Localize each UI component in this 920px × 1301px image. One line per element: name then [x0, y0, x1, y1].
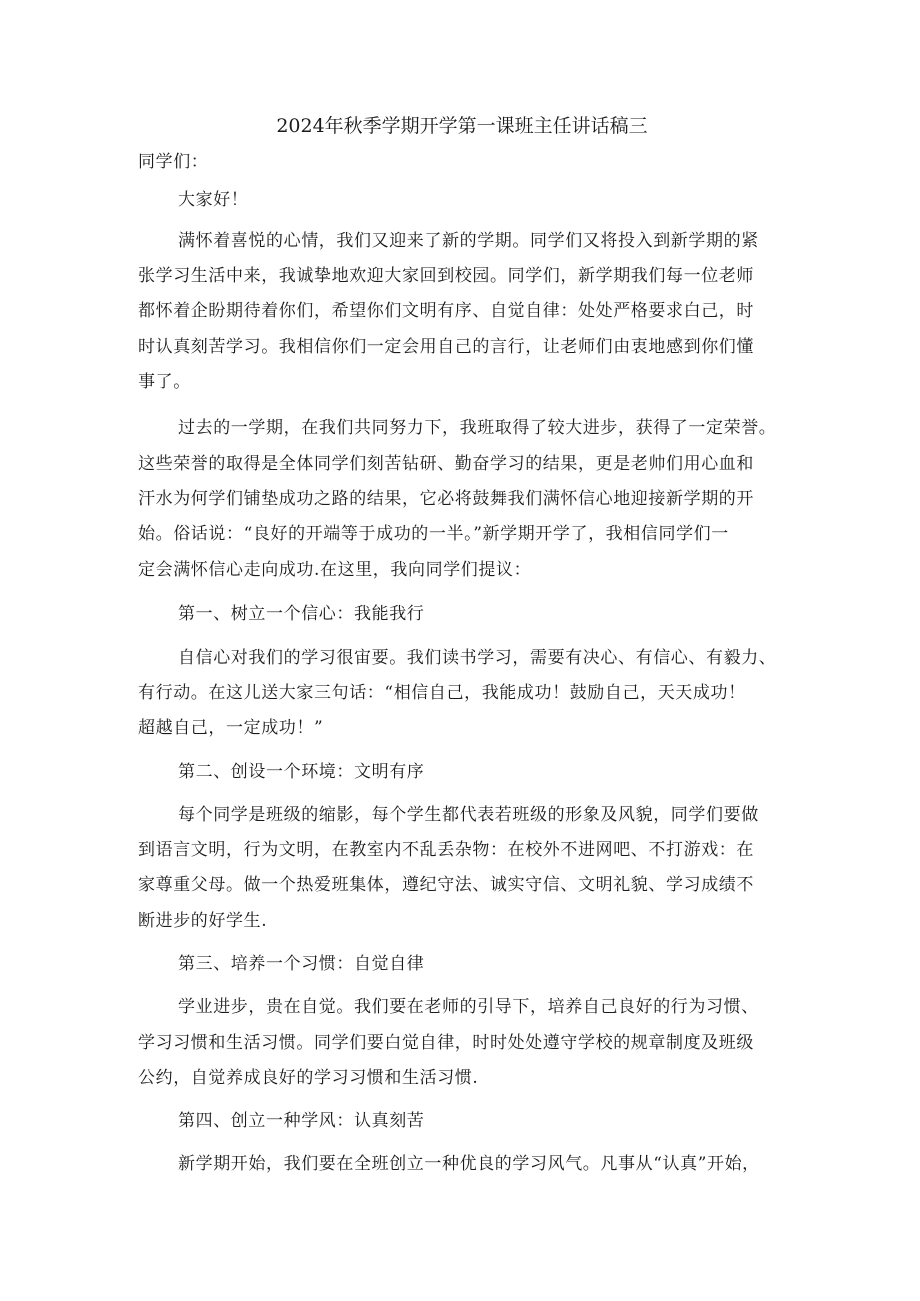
paragraph-line: 张学习生活中来，我诚挚地欢迎大家回到校园。同学们，新学期我们每一位老师 [138, 266, 754, 286]
document-title: 2024年秋季学期开学第一课班主任讲话稿三 [276, 115, 648, 137]
paragraph-line: 汗水为何学们铺垫成功之路的结果，它必将鼓舞我们满怀信心地迎接新学期的开 [138, 489, 754, 509]
paragraph-line: 事了。 [138, 372, 191, 392]
paragraph-line: 新学期开始，我们要在全班创立一种优良的学习风气。凡事从“认真”开始， [178, 1154, 760, 1174]
paragraph-line: 这些荣誉的取得是全体同学们刻苦钻研、勤奋学习的结果，更是老帅们用心血和 [138, 454, 754, 474]
paragraph-line: 满怀着喜悦的心情，我们又迎来了新的学期。同学们又将投入到新学期的紧 [178, 231, 759, 251]
section-heading: 第一、树立一个信心：我能我行 [178, 604, 425, 624]
paragraph-line: 超越自己，一定成功！” [138, 718, 324, 738]
paragraph-line: 每个同学是班级的缩影，每个学生都代表若班级的形象及风貌，同学们要做 [178, 805, 759, 825]
paragraph-line: 自信心对我们的学习很宙要。我们读书学习，需要有决心、有信心、有毅力、 [178, 648, 777, 668]
salutation: 同学们： [138, 152, 209, 172]
paragraph-line: 有行动。在这儿送大家三句话：“相信自己，我能成功！鼓励自己，天天成功！ [138, 683, 746, 703]
paragraph-line: 过去的一学期，在我们共同努力下，我班取得了较大进步，获得了一定荣誉。 [178, 418, 777, 438]
paragraph-line: 都怀着企盼期待着你们，希望你们文明有序、自觉自律：处处严格要求白己，时 [138, 301, 754, 321]
section-heading: 第三、培养一个习惯：自觉自律 [178, 954, 425, 974]
paragraph-line: 学业进步，贵在自觉。我们要在老师的引导下，培养自己良好的行为习惯、 [178, 997, 759, 1017]
paragraph-line: 时认真刻苦学习。我相信你们一定会用自己的言行，让老师们由衷地感到你们懂 [138, 337, 754, 357]
paragraph-line: 断进步的好学生. [138, 911, 268, 931]
section-heading: 第四、创立一种学风：认真刻苦 [178, 1111, 425, 1131]
greeting: 大家好！ [178, 190, 249, 210]
paragraph-line: 学习习惯和生活习惯。同学们要白觉自律，时时处处遵守学校的规章制度及班级 [138, 1033, 754, 1053]
paragraph-line: 到语言文明，行为文明，在教室内不乱丢杂物：在校外不进网吧、不打游戏：在 [138, 840, 754, 860]
section-heading: 第二、创设一个环境：文明有序 [178, 762, 425, 782]
paragraph-line: 家尊重父母。做一个热爱班集体，遵纪守法、诚实守信、文明礼貌、学习成绩不 [138, 875, 754, 895]
paragraph-line: 公约，自觉养成良好的学习习惯和生活习惯. [138, 1068, 479, 1088]
paragraph-line: 始。俗话说：“良好的开端等于成功的一半。”新学期开学了，我相信同学们一 [138, 524, 729, 544]
paragraph-line: 定会满怀信心走向成功.在这里，我向同学们提议： [138, 560, 532, 580]
